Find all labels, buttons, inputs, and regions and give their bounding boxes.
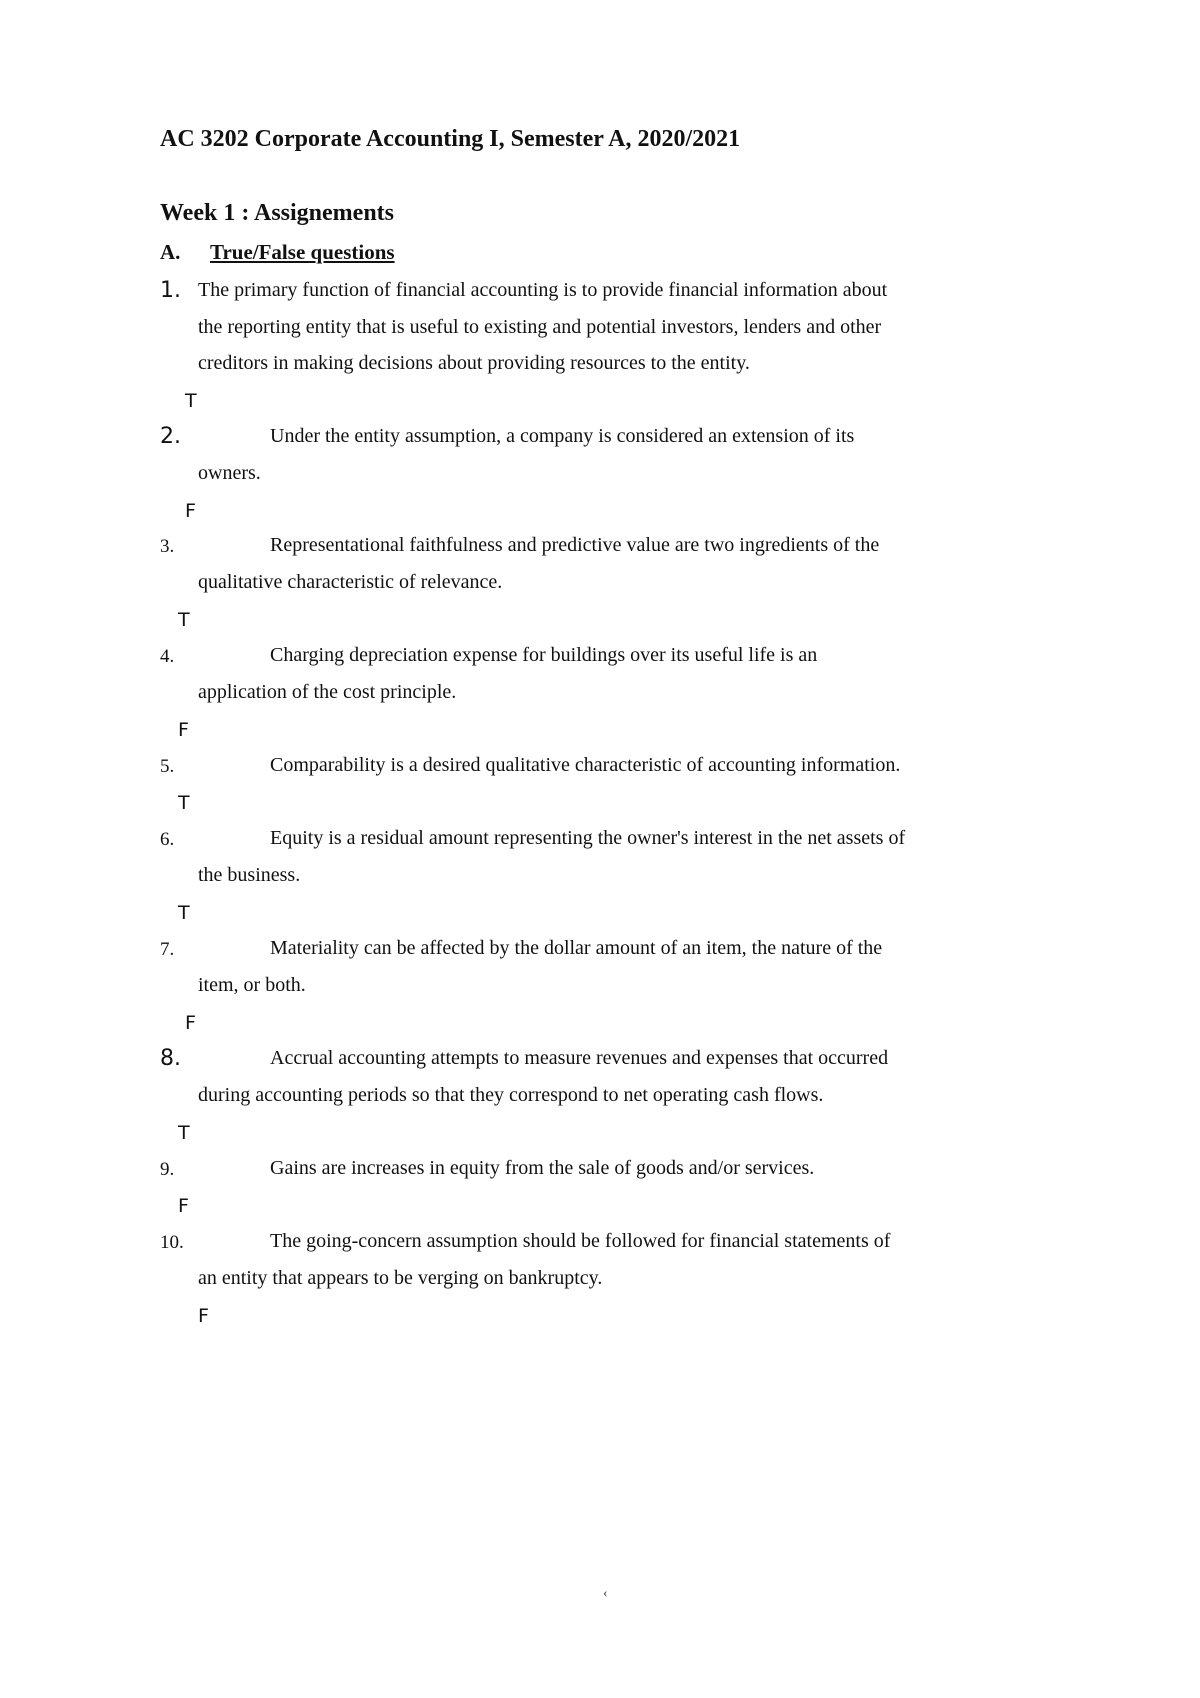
question-text: Comparability is a desired qualitative characteristic of accounting information. — [270, 754, 901, 776]
answer: T — [178, 792, 190, 814]
question-text: an entity that appears to be verging on bankruptcy. — [198, 1267, 603, 1289]
week-heading: Week 1 : Assignements — [160, 200, 394, 226]
question-text: The primary function of financial accounting is to provide financial information about — [198, 279, 888, 301]
question-text: Charging depreciation expense for buildings over its useful life is an — [270, 644, 818, 666]
question-number: 4. — [160, 646, 175, 667]
question-number: 10. — [160, 1232, 184, 1253]
answer: F — [185, 1012, 196, 1034]
question-text: Representational faithfulness and predictive value are two ingredients of the — [270, 534, 880, 556]
question-number: 3. — [160, 536, 175, 557]
answer: T — [178, 1122, 190, 1144]
question-text: qualitative characteristic of relevance. — [198, 571, 503, 593]
question-number: 2. — [160, 424, 181, 449]
question-text: Under the entity assumption, a company is considered an extension of its — [270, 425, 855, 447]
question-text: item, or both. — [198, 974, 306, 996]
question-number: 6. — [160, 829, 175, 850]
question-text: during accounting periods so that they correspond to net operating cash flows. — [198, 1084, 824, 1106]
section-title: True/False questions — [210, 240, 395, 264]
answer: T — [178, 609, 190, 631]
answer: T — [178, 902, 190, 924]
question-text: Equity is a residual amount representing the owner's interest in the net assets of — [270, 827, 906, 849]
question-number: 5. — [160, 756, 175, 777]
question-number: 8. — [160, 1046, 181, 1071]
question-text: Accrual accounting attempts to measure revenues and expenses that occurred — [270, 1047, 889, 1069]
question-text: the reporting entity that is useful to existing and potential investors, lenders and other — [198, 316, 882, 338]
question-number: 9. — [160, 1159, 175, 1180]
answer: F — [178, 1195, 189, 1217]
question-text: Materiality can be affected by the dollar amount of an item, the nature of the — [270, 937, 883, 959]
question-text: application of the cost principle. — [198, 681, 457, 703]
question-number: 7. — [160, 939, 175, 960]
question-text: owners. — [198, 462, 261, 484]
question-text: Gains are increases in equity from the sale of goods and/or services. — [270, 1157, 815, 1179]
document-title: AC 3202 Corporate Accounting I, Semester A, 2020/2021 — [160, 126, 741, 152]
answer: T — [185, 390, 197, 412]
footer-mark: ‹ — [603, 1586, 608, 1601]
question-text: the business. — [198, 864, 301, 886]
answer: F — [198, 1305, 209, 1327]
section-letter: A. — [160, 240, 181, 264]
answer: F — [178, 719, 189, 741]
answer: F — [185, 500, 196, 522]
question-text: creditors in making decisions about providing resources to the entity. — [198, 352, 750, 374]
question-text: The going-concern assumption should be followed for financial statements of — [270, 1230, 891, 1252]
question-number: 1. — [160, 278, 181, 303]
